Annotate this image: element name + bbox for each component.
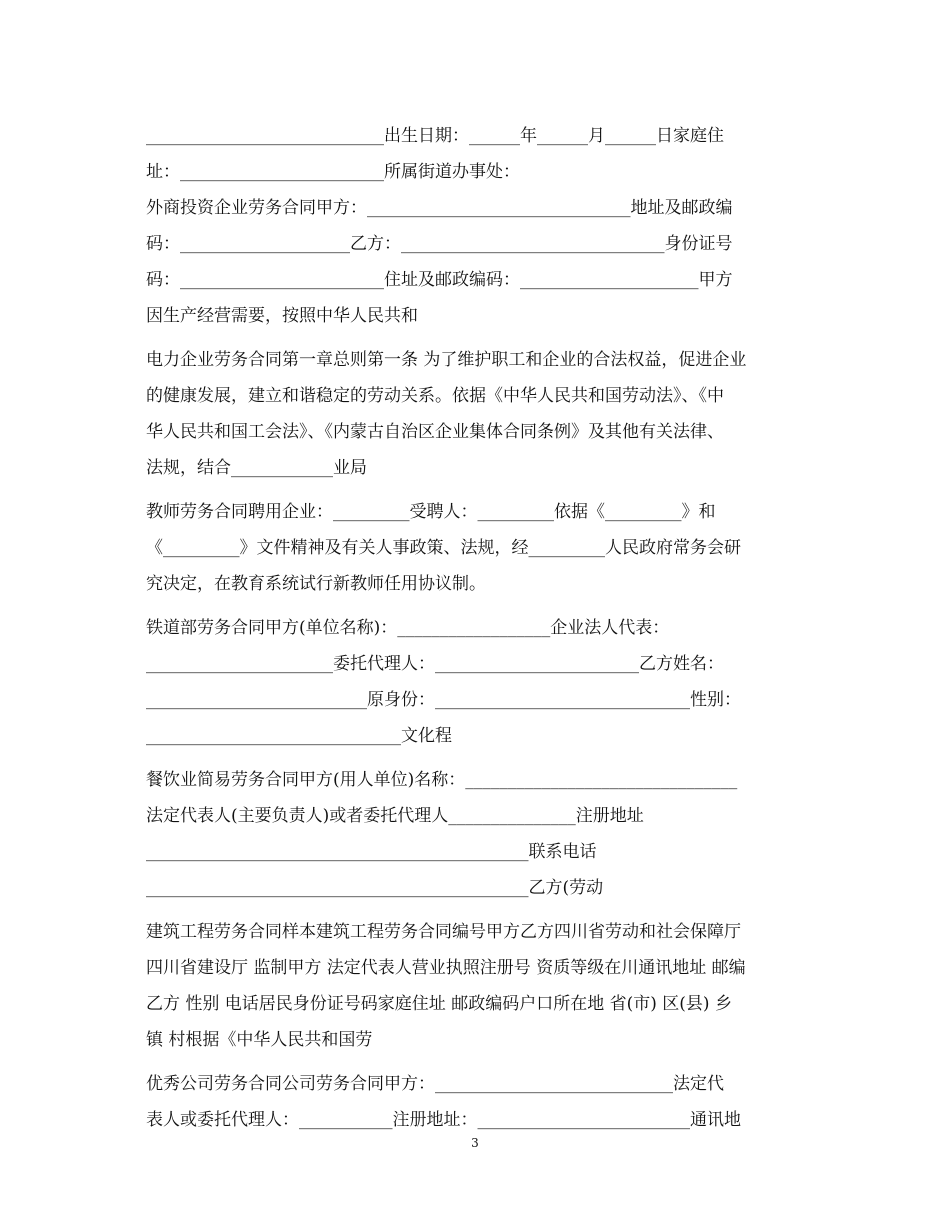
- paragraph: [146, 342, 806, 486]
- text-line: 餐饮业简易劳务合同甲方(用人单位)名称：________________________________: [146, 770, 738, 790]
- paragraph-gap: [146, 1058, 806, 1066]
- text-line: ______________________委托代理人：________________________乙方姓名：: [146, 654, 724, 674]
- text-line: 铁道部劳务合同甲方(单位名称)：__________________企业法人代表：: [146, 618, 670, 638]
- paragraph: [146, 610, 806, 754]
- paragraph: [146, 914, 806, 1058]
- text-line: 的健康发展，建立和谐稳定的劳动关系。依据《中华人民共和国劳动法》、《中: [146, 386, 724, 406]
- text-line: 乙方 性别 电话居民身份证号码家庭住址 邮政编码户口所在地 省(市) 区(县) 乡: [146, 994, 732, 1014]
- text-line: _____________________________________________联系电话: [146, 842, 597, 862]
- text-line: 法定代表人(主要负责人)或者委托代理人_______________注册地址: [146, 806, 644, 826]
- paragraph: [146, 118, 806, 334]
- text-line: _____________________________________________乙方(劳动: [146, 878, 604, 898]
- paragraph-gap: [146, 486, 806, 494]
- text-line: 码：____________________乙方：_______________________________身份证号: [146, 234, 733, 254]
- text-line: 究决定，在教育系统试行新教师任用协议制。: [146, 574, 486, 594]
- paragraph-gap: [146, 602, 806, 610]
- text-line: 《_________》文件精神及有关人事政策、法规，经_________人民政府常务会研: [146, 538, 741, 558]
- paragraph: [146, 1066, 806, 1138]
- text-line: 码：________________________住址及邮政编码：_____________________甲方: [146, 270, 733, 290]
- text-line: 教师劳务合同聘用企业：_________受聘人：_________依据《_________》和: [146, 502, 716, 522]
- text-line: 因生产经营需要，按照中华人民共和: [146, 306, 418, 326]
- text-line: 外商投资企业劳务合同甲方：_______________________________地址及邮政编: [146, 198, 733, 218]
- text-line: 址：________________________所属街道办事处：: [146, 162, 520, 182]
- text-line: 华人民共和国工会法》、《内蒙古自治区企业集体合同条例》及其他有关法律、: [146, 422, 724, 442]
- paragraph-gap: [146, 334, 806, 342]
- text-line: 表人或委托代理人：___________注册地址：_________________________通讯地: [146, 1110, 741, 1130]
- paragraph: [146, 762, 806, 906]
- text-line: ______________________________文化程: [146, 726, 452, 746]
- text-line: 建筑工程劳务合同样本建筑工程劳务合同编号甲方乙方四川省劳动和社会保障厅: [146, 922, 741, 942]
- text-line: 优秀公司劳务合同公司劳务合同甲方：____________________________法定代: [146, 1074, 724, 1094]
- text-line: 镇 村根据《中华人民共和国劳: [146, 1030, 373, 1050]
- text-line: 电力企业劳务合同第一章总则第一条 为了维护职工和企业的合法权益，促进企业: [146, 350, 747, 370]
- paragraph: [146, 494, 806, 602]
- text-line: 四川省建设厅 监制甲方 法定代表人营业执照注册号 资质等级在川通讯地址 邮编: [146, 958, 746, 978]
- text-line: ____________________________出生日期：______年______月______日家庭住: [146, 126, 724, 146]
- text-line: __________________________原身份：______________________________性别：: [146, 690, 741, 710]
- text-line: 法规，结合____________业局: [146, 458, 367, 478]
- paragraph-gap: [146, 754, 806, 762]
- paragraph-gap: [146, 906, 806, 914]
- document-body: [146, 118, 806, 1138]
- page-number: 3: [471, 1136, 479, 1150]
